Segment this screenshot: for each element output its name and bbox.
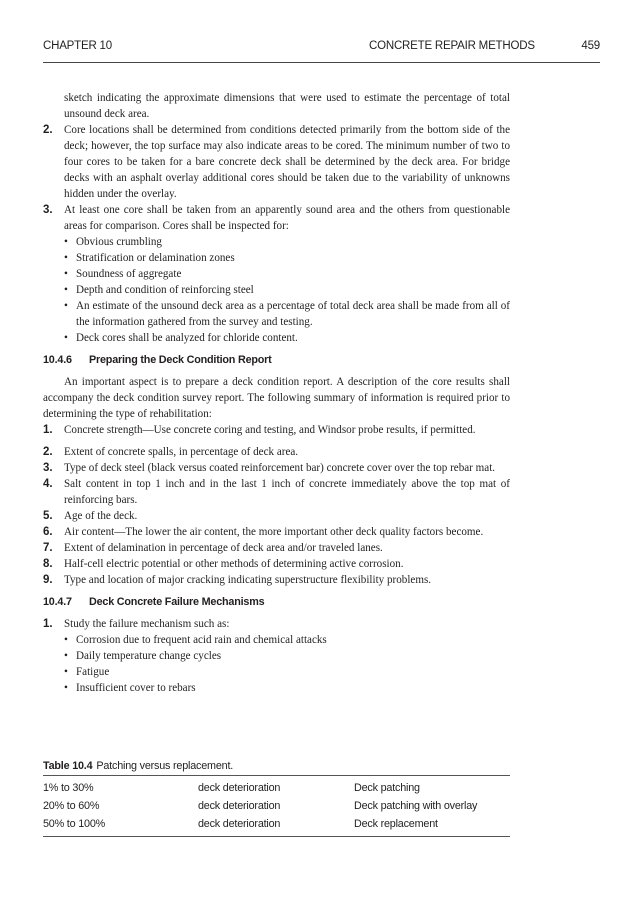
body-text xyxy=(43,90,510,696)
table-row xyxy=(43,782,510,800)
section-title: Deck Concrete Failure Mechanisms xyxy=(89,596,265,608)
bullet-item xyxy=(43,664,510,680)
section-intro-paragraph: An important aspect is to prepare a deck condition report. A description of the core results shall accompany the deck condition survey report. The following summary of information is required prior to determining the type of rehabilitation: xyxy=(43,376,510,420)
bullet-icon: • xyxy=(64,682,68,694)
table-caption xyxy=(43,760,510,772)
list-item xyxy=(43,460,510,476)
list-text: Extent of delamination in percentage of deck area and/or traveled lanes. xyxy=(64,542,383,554)
list-item xyxy=(43,572,510,588)
table-caption-text: Patching versus replacement. xyxy=(96,760,234,772)
bullet-icon: • xyxy=(64,252,68,264)
list-item xyxy=(43,122,510,202)
running-header xyxy=(43,40,600,58)
section-title: Preparing the Deck Condition Report xyxy=(89,354,272,366)
bullet-text: Corrosion due to frequent acid rain and chemical attacks xyxy=(76,634,327,646)
header-rule xyxy=(43,62,600,63)
bullet-item xyxy=(43,250,510,266)
list-text: Type and location of major cracking indicating superstructure flexibility problems. xyxy=(64,574,432,586)
bullet-item xyxy=(43,632,510,648)
list-text: At least one core shall be taken from an apparently sound area and the others from questionable areas for comparison. Cores shall be inspected for: xyxy=(64,204,510,232)
table-cell: Deck patching xyxy=(354,782,420,794)
bullet-icon: • xyxy=(64,634,68,646)
chapter-label: CHAPTER 10 xyxy=(43,40,112,52)
table-bottom-rule xyxy=(43,836,510,837)
list-number: 9. xyxy=(43,574,53,586)
intro-paragraph: sketch indicating the approximate dimensions that were used to estimate the percentage of total unsound deck area. xyxy=(64,92,510,120)
bullet-item xyxy=(43,266,510,282)
table-top-rule xyxy=(43,775,510,776)
list-number: 2. xyxy=(43,124,53,136)
list-item xyxy=(43,444,510,460)
bullet-text: Fatigue xyxy=(76,666,110,678)
section-label: CONCRETE REPAIR METHODS xyxy=(369,40,535,52)
bullet-icon: • xyxy=(64,236,68,248)
bullet-icon: • xyxy=(64,284,68,296)
list-number: 1. xyxy=(43,618,53,630)
bullet-text: Deck cores shall be analyzed for chloride content. xyxy=(76,332,298,344)
list-number: 1. xyxy=(43,424,53,436)
list-number: 5. xyxy=(43,510,53,522)
bullet-item xyxy=(43,298,510,330)
bullet-icon: • xyxy=(64,666,68,678)
list-text: Type of deck steel (black versus coated reinforcement bar) concrete cover over the top rebar mat. xyxy=(64,462,496,474)
list-text: Air content—The lower the air content, the more important other deck quality factors become. xyxy=(64,526,484,538)
list-item xyxy=(43,616,510,632)
table-cell: Deck patching with overlay xyxy=(354,800,478,812)
list-item xyxy=(43,476,510,508)
table-cell: deck deterioration xyxy=(198,818,281,830)
bullet-item xyxy=(43,680,510,696)
section-heading-10-4-7 xyxy=(43,594,510,610)
list-item xyxy=(43,524,510,540)
list-item xyxy=(43,202,510,234)
bullet-icon: • xyxy=(64,332,68,344)
section-number: 10.4.7 xyxy=(43,596,72,608)
bullet-item xyxy=(43,234,510,250)
list-number: 8. xyxy=(43,558,53,570)
bullet-text: Daily temperature change cycles xyxy=(76,650,222,662)
table-cell: Deck replacement xyxy=(354,818,438,830)
table-cell: 20% to 60% xyxy=(43,800,100,812)
bullet-text: Obvious crumbling xyxy=(76,236,162,248)
section-number: 10.4.6 xyxy=(43,354,72,366)
bullet-text: An estimate of the unsound deck area as a percentage of total deck area shall be made from all of the information gathered from the survey and testing. xyxy=(76,300,510,328)
list-text: Half-cell electric potential or other methods of determining active corrosion. xyxy=(64,558,404,570)
list-text: Concrete strength—Use concrete coring and testing, and Windsor probe results, if permitted. xyxy=(64,424,476,436)
list-item xyxy=(43,508,510,524)
list-item xyxy=(43,556,510,572)
list-number: 4. xyxy=(43,478,53,490)
list-number: 2. xyxy=(43,446,53,458)
list-number: 7. xyxy=(43,542,53,554)
section-heading-10-4-6 xyxy=(43,352,510,368)
list-text: Salt content in top 1 inch and in the last 1 inch of concrete immediately above the top mat of reinforcing bars. xyxy=(64,478,510,506)
list-text: Core locations shall be determined from conditions detected primarily from the bottom side of the deck; however, the top surface may also indicate areas to be cored. The minimum number of two to four cores to be taken for a bare concrete deck shall be determined by the deck area. For bridge decks with an asphalt overlay additional cores should be taken due to the variability of unknowns hidden under the overlay. xyxy=(64,124,510,200)
bullet-item xyxy=(43,648,510,664)
bullet-item xyxy=(43,282,510,298)
table-cell: deck deterioration xyxy=(198,800,281,812)
table-cell: deck deterioration xyxy=(198,782,281,794)
bullet-icon: • xyxy=(64,300,68,312)
list-item xyxy=(43,540,510,556)
bullet-icon: • xyxy=(64,650,68,662)
list-text: Extent of concrete spalls, in percentage of deck area. xyxy=(64,446,299,458)
list-number: 3. xyxy=(43,204,53,216)
table-row xyxy=(43,818,510,836)
list-number: 6. xyxy=(43,526,53,538)
page-number: 459 xyxy=(581,40,600,52)
bullet-text: Depth and condition of reinforcing steel xyxy=(76,284,254,296)
bullet-text: Insufficient cover to rebars xyxy=(76,682,196,694)
list-number: 3. xyxy=(43,462,53,474)
table-label: Table 10.4 xyxy=(43,760,93,772)
bullet-item xyxy=(43,330,510,346)
bullet-text: Stratification or delamination zones xyxy=(76,252,235,264)
list-text: Study the failure mechanism such as: xyxy=(64,618,230,630)
table-cell: 50% to 100% xyxy=(43,818,106,830)
table-row xyxy=(43,800,510,818)
list-text: Age of the deck. xyxy=(64,510,138,522)
table-cell: 1% to 30% xyxy=(43,782,94,794)
bullet-icon: • xyxy=(64,268,68,280)
list-item xyxy=(43,422,510,438)
bullet-text: Soundness of aggregate xyxy=(76,268,182,280)
